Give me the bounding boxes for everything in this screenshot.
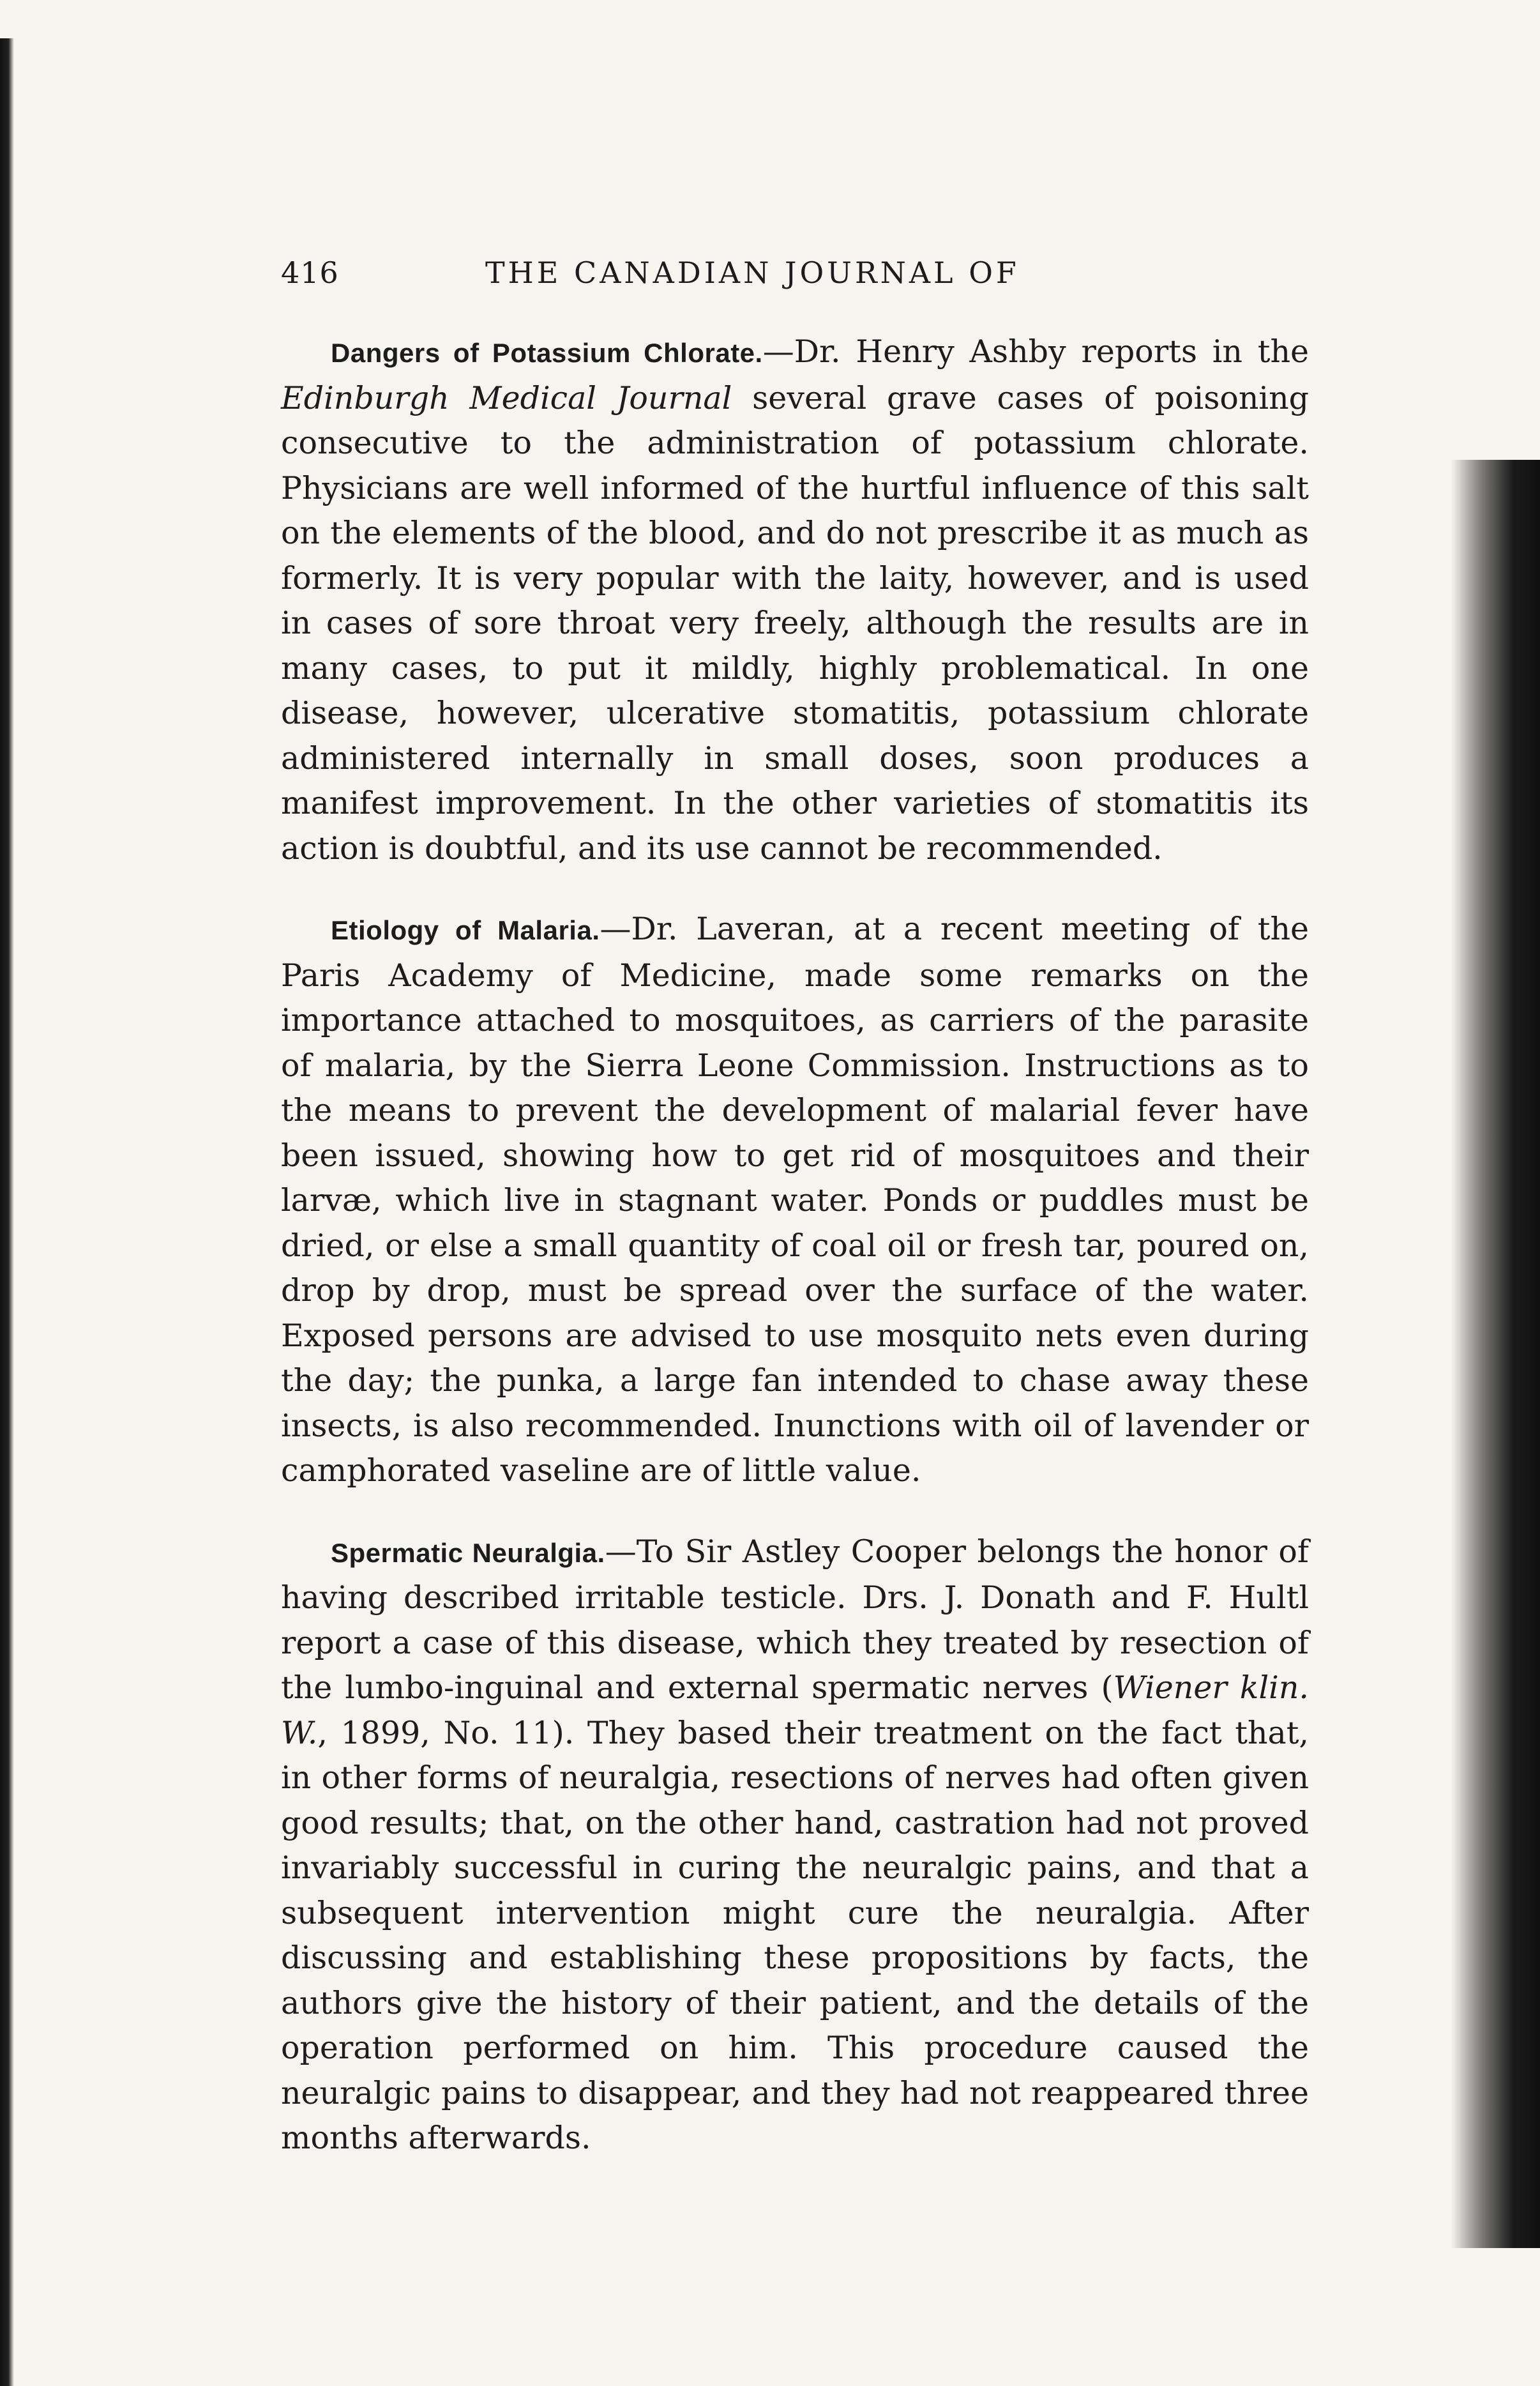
article-spermatic-neuralgia <box>281 1530 1309 2161</box>
article-potassium-chlorate <box>281 330 1309 871</box>
article-paragraph <box>281 330 1309 871</box>
journal-citation: Wiener klin. W. <box>281 1669 1309 1751</box>
article-text: —Dr. Laveran, at a recent meeting of the Paris Academy of Medicine, made some remarks on the importance attached to mosquitoes, as carriers of the parasite of malaria, by the Sierra Leone Commission. Instructions as to the means to prevent the development of malarial fever have been issued, showing how to get rid of mosquitoes and their larvæ, which live in stagnant water. Ponds or puddles must be dried, or else a small quantity of coal oil or fresh tar, poured on, drop by drop, must be spread over the surface of the water. Exposed persons are advised to use mosquito nets even during the day; the punka, a large fan intended to chase away these insects, is also recommended. Inunctions with oil of lavender or camphorated vaseline are of little value. <box>281 911 1310 1489</box>
scan-edge-left <box>0 38 14 2386</box>
article-text: —Dr. Henry Ashby reports in the <box>762 333 1310 370</box>
article-paragraph <box>281 907 1309 1494</box>
article-text: , 1899, No. 11). They based their treatment on the fact that, in other forms of neuralgia, resections of nerves had often given good results; that, on the other hand, castration had not proved invariably successful in curing the neuralgic pains, and that a subsequent intervention might cure the neuralgia. After discussing and establishing these propositions by facts, the authors give the history of their patient, and the details of the operation performed on him. This procedure caused the neuralgic pains to disappear, and they had not reappeared three months afterwards. <box>281 1714 1309 2156</box>
scan-edge-right <box>1451 460 1540 2248</box>
journal-citation: Edinburgh Medical Journal <box>281 379 732 416</box>
article-etiology-malaria <box>281 907 1309 1494</box>
running-head <box>281 255 1309 290</box>
page-number: 416 <box>281 255 339 290</box>
article-paragraph <box>281 1530 1309 2161</box>
article-text: several grave cases of poisoning consecutive to the administration of potassium chlorate. Physicians are well informed of the hurtful influence of this salt on the elements of the blood, and do not prescribe it as much as formerly. It is very popular with the laity, however, and is used in cases of sore throat very freely, although the results are in many cases, to put it mildly, highly problematical. In one disease, however, ulcerative stomatitis, potassium chlorate administered internally in small doses, soon produces a manifest improvement. In the other varieties of stomatitis its action is doubtful, and its use cannot be recommended. <box>281 379 1309 867</box>
journal-title: THE CANADIAN JOURNAL OF <box>485 255 1020 290</box>
article-title: Dangers of Potassium Chlorate. <box>331 338 763 368</box>
journal-page <box>281 255 1309 2197</box>
article-text: —To Sir Astley Cooper belongs the honor of having described irritable testicle. Drs. J. Donath and F. Hultl report a case of this disease, which they treated by resection of the lumbo-inguinal and external spermatic nerves ( <box>281 1533 1309 1706</box>
article-title: Etiology of Malaria. <box>331 915 600 945</box>
article-title: Spermatic Neuralgia. <box>331 1537 605 1568</box>
